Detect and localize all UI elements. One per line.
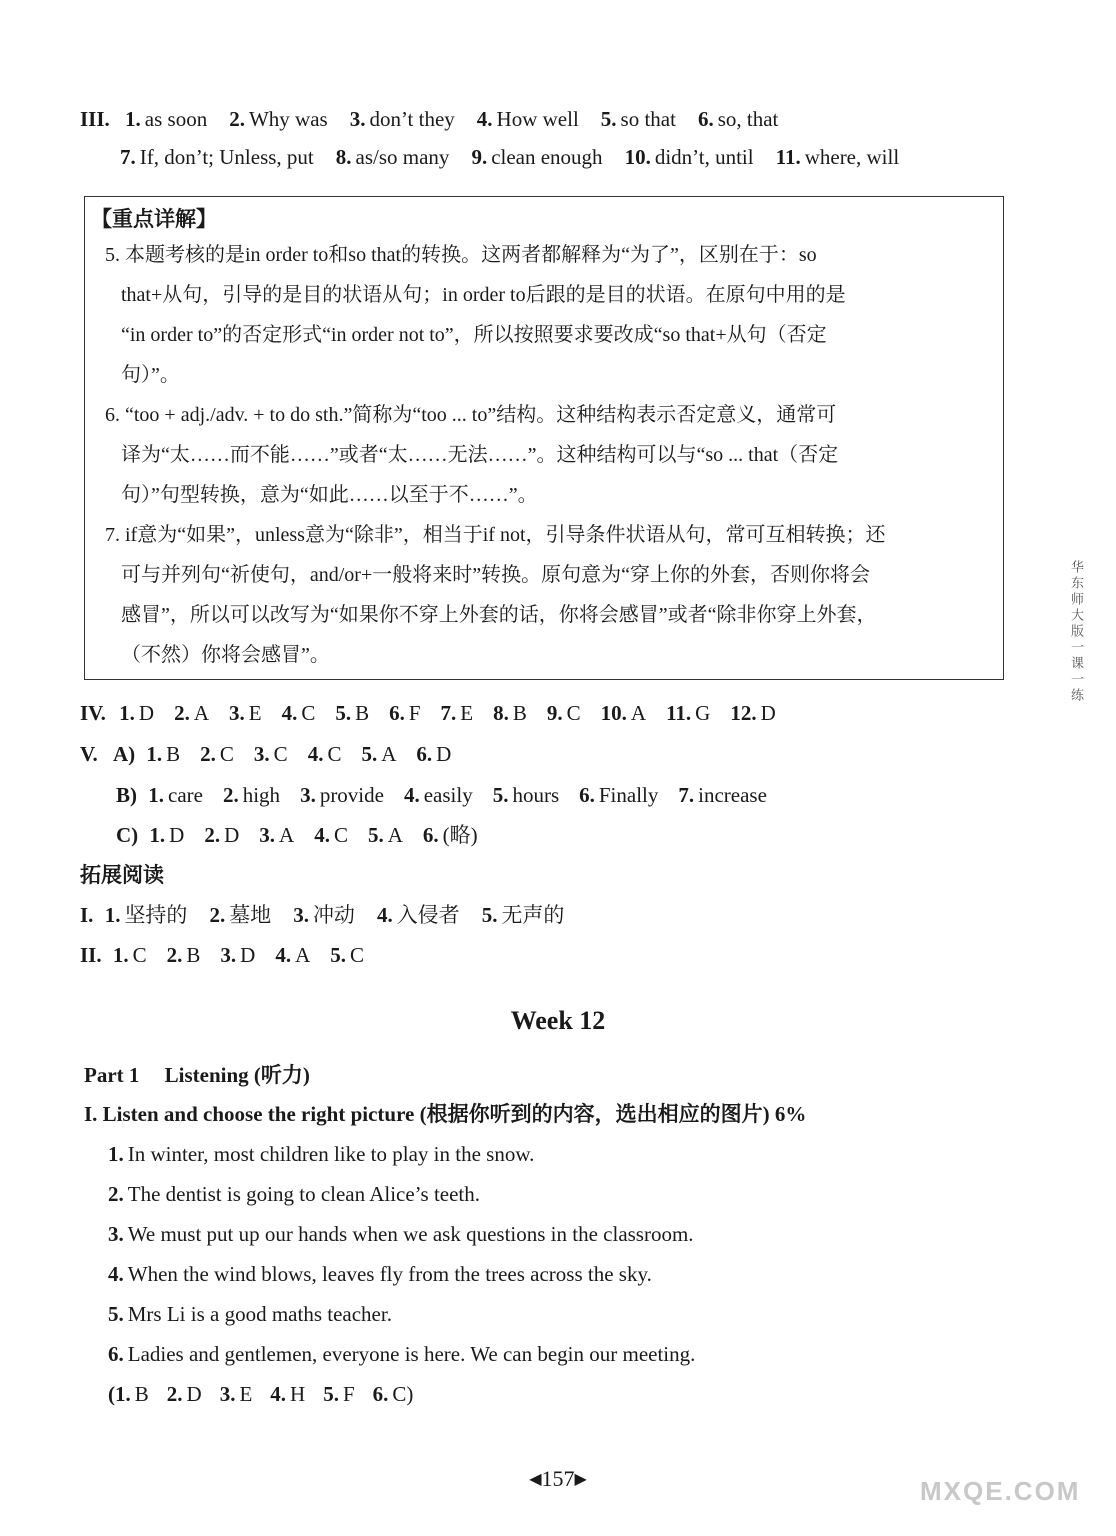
item-number: 9. [471, 145, 488, 169]
explanation-line: that+从句，引导的是目的状语从句；in order to后跟的是目的状语。在原句中用的是 [121, 284, 846, 306]
item-answer: hours [512, 783, 560, 807]
answer-item [125, 106, 207, 132]
answer-item [209, 902, 271, 928]
item-number: 1. [148, 783, 164, 807]
sentence-text: We must put up our hands when we ask questions in the classroom. [127, 1222, 694, 1246]
item-number: 4. [275, 943, 292, 967]
answer-item [776, 144, 900, 170]
item-answer: D [138, 701, 155, 725]
item-number: 4. [307, 742, 324, 766]
sentence-text: In winter, most children like to play in the snow. [127, 1142, 535, 1166]
answer-item [259, 822, 294, 848]
sentence-text: Ladies and gentlemen, everyone is here. We can begin our meeting. [127, 1342, 696, 1366]
item-answer: provide [319, 783, 384, 807]
item-number: 11. [666, 701, 692, 725]
sec4-row [80, 700, 796, 726]
item-answer: A [381, 742, 397, 766]
answer-item [547, 700, 581, 726]
item-number: 1. [112, 943, 129, 967]
explanation-line: 句）”句型转换，意为“如此……以至于不……”。 [121, 484, 538, 506]
sec5-b-label: B) [116, 783, 137, 807]
item-number: 6. [697, 107, 714, 131]
item-number: 11. [775, 145, 801, 169]
item-number: 5. [361, 742, 378, 766]
item-answer: D [169, 823, 185, 847]
item-answer: clean enough [491, 145, 603, 169]
item-answer: easily [423, 783, 473, 807]
answer-item [361, 741, 396, 767]
answer-item [323, 1381, 354, 1407]
part-heading [84, 1062, 310, 1088]
explanation-line: 句）”。 [121, 364, 180, 386]
item-answer: 坚持的 [124, 903, 188, 927]
explanation-line: “in order to”的否定形式“in order not to”，所以按照要求要改成“so that+从句（否定 [121, 324, 827, 346]
item-answer: H [290, 1382, 306, 1406]
answer-item [204, 822, 239, 848]
listening-sentence [108, 1141, 534, 1167]
item-answer: Why was [248, 107, 328, 131]
item-number: 8. [493, 701, 509, 725]
answer-item [223, 782, 280, 808]
item-number: 7. [120, 145, 136, 169]
answer-item [270, 1381, 305, 1407]
explanation-line: （不然）你将会感冒”。 [121, 644, 330, 666]
answer-item [368, 822, 403, 848]
sec5-a-label: A) [112, 742, 136, 766]
answer-item [493, 782, 559, 808]
item-answer: F [408, 701, 421, 725]
item-number: 4. [376, 903, 393, 927]
answer-item [300, 782, 384, 808]
listening-sentence [108, 1341, 695, 1367]
item-number: 5. [481, 903, 498, 927]
answer-item [308, 741, 342, 767]
item-answer: A [193, 701, 209, 725]
item-answer: 墓地 [229, 903, 272, 927]
part-name: Listening (听力) [164, 1063, 310, 1087]
answer-item [229, 700, 262, 726]
item-answer: as/so many [355, 145, 450, 169]
item-number: 4. [270, 1382, 287, 1406]
item-answer: C [333, 823, 348, 847]
explanation-line: 7. if意为“如果”，unless意为“除非”，相当于if not，引导条件状语从句，常可互相转换；还 [105, 524, 886, 546]
item-number: 2. [174, 701, 190, 725]
answer-item [601, 700, 646, 726]
answer-item [423, 822, 478, 848]
item-number: 1. [149, 823, 166, 847]
item-number: 2. [166, 1382, 183, 1406]
answer-item [120, 144, 314, 170]
item-number: 10. [600, 701, 627, 725]
part-label: Part 1 [84, 1063, 140, 1087]
answer-item [108, 1381, 149, 1407]
answer-item [146, 741, 180, 767]
listening-sentence [108, 1221, 694, 1247]
side-binding-text: 华东师大版一课一练 [1069, 560, 1084, 704]
answer-item [282, 700, 316, 726]
item-number: 2. [209, 903, 226, 927]
item-number: 2. [222, 783, 239, 807]
item-answer: didn’t, until [654, 145, 754, 169]
answer-item [167, 1381, 202, 1407]
item-answer: B [166, 742, 181, 766]
answer-item [105, 902, 188, 928]
sentence-number: 4. [108, 1262, 124, 1286]
item-answer: as soon [144, 107, 208, 131]
answer-item [471, 144, 602, 170]
item-number: (1. [108, 1382, 131, 1406]
item-answer: D [240, 943, 256, 967]
item-answer: C [301, 701, 316, 725]
item-answer: 冲动 [312, 903, 355, 927]
item-number: 9. [546, 701, 563, 725]
sentence-number: 3. [108, 1222, 124, 1246]
item-answer: B [355, 701, 370, 725]
item-number: 4. [314, 823, 330, 847]
answer-item [254, 741, 288, 767]
explanation-line: 感冒”，所以可以改写为“如果你不穿上外套的话，你将会感冒”或者“除非你穿上外套， [121, 604, 877, 626]
item-number: 5. [330, 943, 346, 967]
ext-ii-row [80, 942, 384, 968]
item-answer: B [512, 701, 527, 725]
answer-item [730, 700, 775, 726]
ext-i-row [80, 902, 586, 928]
item-number: 10. [624, 145, 651, 169]
answer-item [220, 942, 255, 968]
answer-item [373, 1381, 414, 1407]
answer-item [404, 782, 473, 808]
item-answer: care [168, 783, 203, 807]
answer-item [275, 942, 310, 968]
answer-item [113, 942, 147, 968]
sentence-number: 2. [108, 1182, 124, 1206]
item-answer: so, that [717, 107, 779, 131]
answer-item [220, 1381, 253, 1407]
item-number: 2. [229, 107, 245, 131]
answer-item [229, 106, 327, 132]
item-number: 6. [416, 742, 433, 766]
listening-sentence [108, 1261, 652, 1287]
item-answer: increase [698, 783, 767, 807]
answer-item [200, 741, 234, 767]
listening-sentence [108, 1181, 480, 1207]
sentence-text: Mrs Li is a good maths teacher. [127, 1302, 392, 1326]
sec5-c-label: C) [116, 823, 139, 847]
answer-item [293, 902, 355, 928]
item-answer: C [349, 943, 364, 967]
item-number: 2. [200, 742, 216, 766]
explanation-5 [105, 235, 985, 395]
sentence-number: 5. [108, 1302, 124, 1326]
item-answer: How well [496, 107, 579, 131]
answer-item [335, 700, 369, 726]
answer-item [666, 700, 710, 726]
explanation-7 [105, 515, 985, 675]
answer-item [579, 782, 658, 808]
item-answer: E [239, 1382, 253, 1406]
sec3-row2 [120, 144, 921, 170]
sec5-b-row [116, 782, 787, 808]
item-number: 3. [219, 1382, 236, 1406]
item-answer: If, don’t; Unless, put [139, 145, 314, 169]
watermark-logo: MXQE.COM [920, 1476, 1081, 1506]
item-number: 5. [323, 1382, 339, 1406]
item-answer: E [248, 701, 262, 725]
item-number: 5. [492, 783, 509, 807]
item-answer: C [273, 742, 288, 766]
item-answer: A [295, 943, 311, 967]
answer-item [167, 942, 201, 968]
item-answer: A [630, 701, 647, 725]
sec5-label: V. [80, 742, 98, 766]
item-number: 6. [372, 1382, 389, 1406]
answer-item [350, 106, 455, 132]
sentence-number: 1. [108, 1142, 124, 1166]
item-answer: 入侵者 [396, 903, 460, 927]
answer-item [678, 782, 767, 808]
sec5-c-row [116, 822, 498, 848]
sentence-number: 6. [108, 1342, 124, 1366]
page-number-value: 157 [541, 1466, 575, 1491]
right-arrow-icon: ▶ [574, 1471, 587, 1488]
answer-item [148, 782, 203, 808]
answer-item [493, 700, 527, 726]
item-number: 7. [678, 783, 695, 807]
item-number: 6. [579, 783, 595, 807]
item-number: 1. [146, 742, 163, 766]
answer-item [377, 902, 460, 928]
item-answer: A [279, 823, 295, 847]
explanation-6 [105, 395, 985, 515]
item-answer: 无声的 [501, 903, 565, 927]
listening-sentence [108, 1301, 392, 1327]
item-number: 4. [281, 701, 298, 725]
item-answer: C [132, 943, 147, 967]
item-answer: C) [392, 1382, 414, 1406]
item-answer: D [186, 1382, 202, 1406]
explanation-line: 6. “too + adj./adv. + to do sth.”简称为“too ... to”结构。这种结构表示否定意义，通常可 [105, 404, 837, 426]
sentence-text: When the wind blows, leaves fly from the trees across the sky. [127, 1262, 652, 1286]
answer-item [119, 700, 154, 726]
ext-title: 拓展阅读 [80, 863, 164, 887]
item-answer: (略) [442, 823, 478, 847]
item-answer: high [242, 783, 281, 807]
item-number: 3. [259, 823, 276, 847]
item-answer: F [342, 1382, 355, 1406]
item-answer: B [134, 1382, 149, 1406]
answer-item [441, 700, 474, 726]
item-number: 2. [166, 943, 183, 967]
item-number: 2. [204, 823, 221, 847]
answer-key-row [108, 1381, 431, 1407]
answer-item [416, 741, 451, 767]
item-number: 4. [476, 107, 493, 131]
item-number: 6. [389, 701, 405, 725]
item-number: 3. [228, 701, 245, 725]
item-number: 1. [125, 107, 141, 131]
item-number: 3. [349, 107, 366, 131]
answer-item [601, 106, 676, 132]
item-answer: A [387, 823, 403, 847]
sec4-label: IV. [80, 701, 106, 725]
explanation-line: 译为“太……而不能……”或者“太……无法……”。这种结构可以与“so ... that（否定 [121, 444, 839, 466]
item-answer: C [219, 742, 234, 766]
box-title: 【重点详解】 [91, 207, 217, 231]
explanation-box [84, 196, 1004, 680]
answer-item [482, 902, 565, 928]
sec5-a-row [80, 741, 471, 767]
item-number: 5. [600, 107, 617, 131]
answer-item [698, 106, 778, 132]
item-answer: so that [620, 107, 676, 131]
ext-i-label: I. [80, 903, 94, 927]
item-answer: C [327, 742, 342, 766]
item-answer: C [566, 701, 581, 725]
item-answer: E [460, 701, 474, 725]
ext-ii-label: II. [80, 943, 102, 967]
sec3-label: III. [80, 107, 110, 131]
item-number: 3. [253, 742, 270, 766]
item-number: 1. [104, 903, 121, 927]
item-number: 3. [220, 943, 237, 967]
item-number: 1. [119, 701, 135, 725]
item-answer: D [224, 823, 240, 847]
answer-item [314, 822, 348, 848]
item-number: 4. [403, 783, 420, 807]
item-answer: Finally [598, 783, 659, 807]
explanation-line: 可与并列句“祈使句，and/or+一般将来时”转换。原句意为“穿上你的外套，否则你将会 [121, 564, 871, 586]
answer-item [389, 700, 420, 726]
item-number: 3. [293, 903, 309, 927]
answer-item [625, 144, 754, 170]
section-title: I. Listen and choose the right picture (根据你听到的内容，选出相应的图片) 6% [84, 1102, 807, 1126]
week-title: Week 12 [510, 1006, 606, 1035]
item-answer: D [760, 701, 776, 725]
item-number: 5. [367, 823, 384, 847]
answer-item [149, 822, 184, 848]
answer-item [174, 700, 209, 726]
sentence-text: The dentist is going to clean Alice’s teeth. [127, 1182, 481, 1206]
item-number: 6. [422, 823, 439, 847]
item-number: 7. [440, 701, 457, 725]
item-number: 12. [730, 701, 757, 725]
item-answer: B [186, 943, 201, 967]
answer-item [330, 942, 364, 968]
item-number: 5. [335, 701, 352, 725]
explanation-line: 5. 本题考核的是in order to和so that的转换。这两者都解释为“为了”，区别在于：so [105, 244, 817, 266]
item-number: 3. [300, 783, 316, 807]
sec3-row1 [80, 106, 800, 132]
item-answer: G [695, 701, 711, 725]
left-arrow-icon: ◀ [529, 1471, 542, 1488]
item-answer: don’t they [369, 107, 455, 131]
answer-item [477, 106, 579, 132]
item-number: 8. [335, 145, 352, 169]
answer-item [336, 144, 450, 170]
item-answer: where, will [804, 145, 900, 169]
item-answer: D [436, 742, 452, 766]
